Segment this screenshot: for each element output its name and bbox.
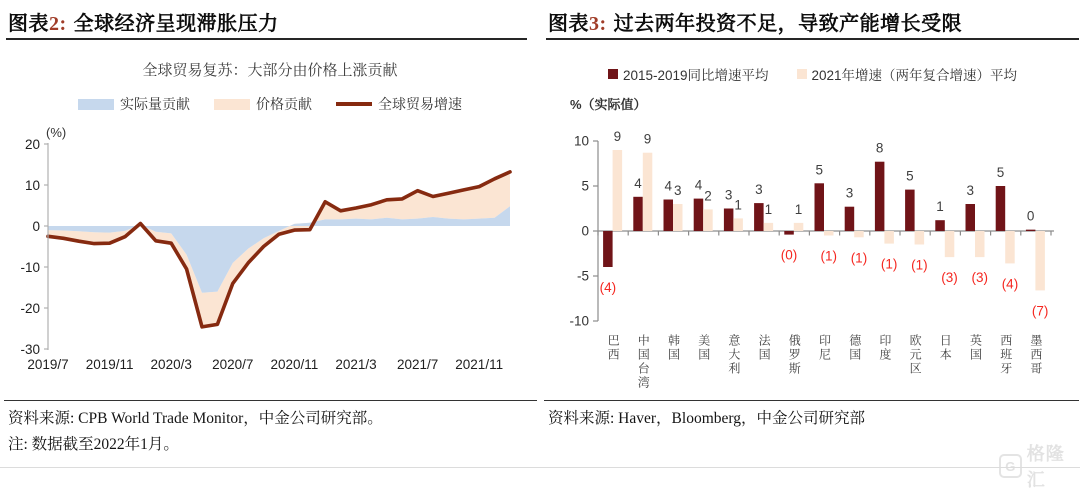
right-figure-number: 3: — [589, 13, 607, 35]
legend-item-price — [214, 94, 312, 114]
bar-value-label-positive: 5 — [906, 168, 914, 184]
bar — [784, 231, 794, 235]
bar-value-label-positive: 4 — [694, 177, 703, 193]
category-label: 西班牙 — [998, 334, 1013, 376]
left-x-tick-label: 2020/7 — [212, 357, 254, 372]
right-title-text: 过去两年投资不足，导致产能增长受限 — [613, 13, 963, 35]
left-y-tick-label: 0 — [32, 219, 40, 234]
left-x-tick-label: 2020/3 — [150, 357, 192, 372]
left-chart-legend — [20, 94, 520, 114]
legend-item-trade-growth — [336, 94, 462, 114]
left-source-text: 资料来源: CPB World Trade Monitor，中金公司研究部。 — [8, 410, 383, 427]
left-x-tick-label: 2021/3 — [335, 357, 377, 372]
bar — [764, 223, 774, 231]
legend-label-trade-growth: 全球贸易增速 — [378, 96, 462, 112]
right-figure-title — [548, 7, 962, 36]
legend-item-2015-2019 — [608, 64, 769, 84]
bar-value-label-positive: 4 — [664, 178, 673, 194]
volume-area-swatch-icon — [78, 99, 114, 110]
bar-value-label-positive: 4 — [634, 175, 642, 191]
bar-value-label-positive: 2 — [704, 188, 712, 204]
bar — [966, 204, 976, 231]
left-y-tick-label: -10 — [20, 260, 40, 275]
bar-value-label-negative: (0) — [780, 247, 798, 263]
right-y-tick-label: 5 — [581, 178, 589, 194]
category-label: 日本 — [938, 334, 953, 362]
left-y-tick-label: 10 — [24, 178, 40, 193]
bar-value-label-positive: 3 — [966, 183, 975, 198]
bar — [794, 223, 804, 231]
bar-value-label-negative: (1) — [880, 256, 898, 272]
legend-label-2015-2019: 2015-2019同比增速平均 — [622, 68, 769, 83]
left-note-text: 注: 数据截至2022年1月。 — [8, 436, 179, 453]
bar — [915, 231, 925, 245]
bar — [633, 197, 643, 231]
trade-growth-line-swatch-icon — [336, 102, 372, 106]
category-label: 德国 — [847, 334, 862, 362]
page-bottom-divider — [0, 467, 1080, 468]
category-label: 俄罗斯 — [787, 334, 802, 376]
price-area-swatch-icon — [214, 99, 250, 110]
bar-value-label-negative: (7) — [1031, 303, 1049, 319]
bar-value-label-positive: 3 — [755, 182, 763, 198]
left-x-tick-label: 2021/11 — [455, 357, 504, 372]
left-x-tick-label: 2020/11 — [270, 357, 319, 372]
left-figure-title — [8, 7, 279, 36]
bar-value-label-negative: (4) — [599, 280, 617, 295]
category-label: 英国 — [968, 334, 983, 362]
bar — [884, 231, 894, 244]
left-y-tick-label: -30 — [20, 342, 40, 357]
bar — [1026, 230, 1036, 231]
bar-value-label-negative: (1) — [911, 257, 928, 273]
maroon-bar-swatch-icon — [608, 69, 618, 79]
bar-value-label-positive: 9 — [613, 129, 622, 144]
bar-value-label-negative: (3) — [971, 270, 988, 286]
bar — [1035, 231, 1045, 290]
left-y-tick-label: 20 — [24, 137, 40, 152]
trade-growth-line — [48, 172, 510, 327]
left-title-text: 全球经济呈现滞胀压力 — [73, 13, 279, 35]
left-x-tick-label: 2021/7 — [396, 357, 439, 372]
right-chart-legend — [550, 64, 1075, 84]
bar-value-label-positive: 5 — [815, 162, 824, 178]
right-title-underline — [546, 38, 1079, 40]
category-label: 巴西 — [606, 334, 621, 362]
right-y-tick-label: -10 — [569, 313, 589, 329]
bar — [845, 207, 855, 231]
bar-value-label-negative: (4) — [1001, 276, 1019, 292]
left-title-underline — [6, 38, 527, 40]
bar-value-label-negative: (1) — [820, 248, 837, 264]
category-label: 墨西哥 — [1028, 334, 1043, 376]
bar-value-label-negative: (1) — [850, 250, 868, 266]
bar — [815, 183, 825, 231]
bar-value-label-positive: 3 — [845, 185, 854, 201]
category-label: 欧元区 — [908, 334, 923, 376]
category-label: 美国 — [696, 334, 711, 362]
left-x-tick-label: 2019/7 — [27, 357, 69, 372]
category-label: 韩国 — [666, 334, 681, 362]
bar-value-label-positive: 3 — [724, 187, 733, 203]
bar — [724, 209, 734, 232]
bar-value-label-negative: (3) — [941, 270, 958, 286]
bar — [935, 220, 945, 231]
gelonghui-watermark-text: 格隆汇 — [1026, 444, 1065, 490]
bar — [643, 153, 653, 231]
bar-value-label-positive: 1 — [936, 199, 944, 215]
bar — [1005, 231, 1015, 263]
legend-item-2021 — [797, 64, 1018, 84]
bar-value-label-positive: 5 — [996, 165, 1005, 180]
right-y-tick-label: 10 — [573, 133, 589, 149]
volume-contribution-area — [48, 206, 510, 292]
bar — [664, 200, 674, 232]
bar-value-label-positive: 1 — [734, 197, 742, 213]
right-y-tick-label: -5 — [576, 268, 589, 284]
bar — [673, 204, 683, 231]
bar — [703, 209, 713, 231]
bar — [613, 150, 623, 231]
bar-value-label-positive: 9 — [643, 131, 652, 147]
bar-value-label-positive: 0 — [1026, 208, 1035, 224]
right-source-text: 资料来源: Haver，Bloomberg，中金公司研究部 — [548, 410, 866, 427]
bar — [824, 231, 834, 236]
bar — [996, 186, 1006, 231]
bar — [875, 162, 885, 231]
peach-bar-swatch-icon — [797, 69, 807, 79]
legend-label-price: 价格贡献 — [256, 96, 312, 112]
category-label: 法国 — [757, 334, 772, 362]
category-label: 印尼 — [817, 334, 832, 362]
left-figure-number: 2: — [49, 13, 67, 35]
bar — [754, 203, 764, 231]
bar — [975, 231, 985, 257]
left-figure-label: 图表 — [8, 13, 49, 35]
legend-item-volume — [78, 94, 190, 114]
bar — [694, 199, 704, 231]
right-footer-rule — [544, 400, 1079, 401]
gelonghui-watermark — [999, 440, 1080, 492]
category-label: 意大利 — [726, 334, 741, 376]
bar — [603, 231, 613, 267]
bar — [905, 190, 915, 231]
left-chart-unit-label: (%) — [46, 125, 67, 140]
left-chart-subtitle: 全球贸易复苏：大部分由价格上涨贡献 — [142, 62, 398, 79]
bar — [733, 218, 743, 231]
right-y-tick-label: 0 — [581, 223, 589, 239]
legend-label-2021: 2021年增速（两年复合增速）平均 — [811, 68, 1018, 83]
left-y-tick-label: -20 — [20, 301, 40, 316]
bar — [945, 231, 955, 257]
legend-label-volume: 实际量贡献 — [120, 96, 190, 112]
bar-value-label-positive: 8 — [875, 140, 884, 156]
gelonghui-logo-icon: G — [999, 454, 1022, 478]
bar — [854, 231, 864, 237]
category-label: 中国台湾 — [636, 334, 651, 390]
bar-value-label-positive: 1 — [794, 201, 803, 217]
left-footer-rule — [4, 400, 537, 401]
bar-value-label-positive: 3 — [673, 183, 682, 198]
right-chart-unit-label: %（实际值） — [570, 97, 647, 112]
category-label: 印度 — [877, 334, 892, 362]
left-x-tick-label: 2019/11 — [85, 357, 134, 372]
bar-value-label-positive: 1 — [764, 201, 773, 217]
right-figure-label: 图表 — [548, 13, 589, 35]
